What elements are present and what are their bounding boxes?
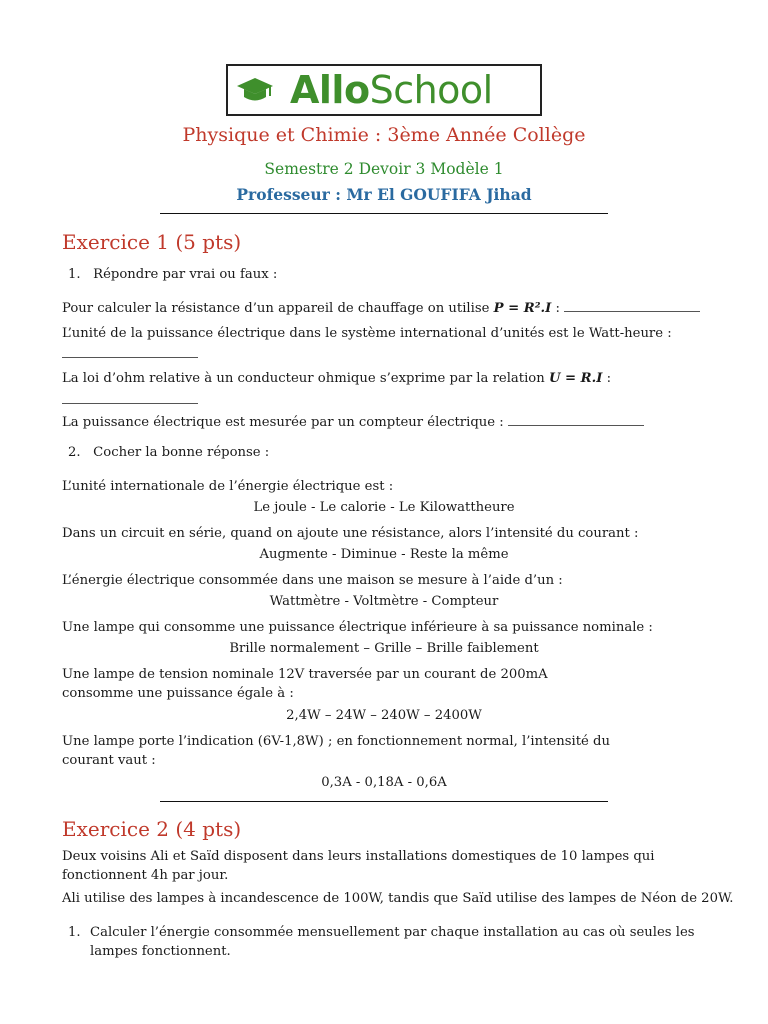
answer-blank-3[interactable] bbox=[62, 391, 198, 404]
statement-1-formula: P = R².I bbox=[493, 301, 552, 316]
answer-blank-2[interactable] bbox=[62, 345, 198, 358]
mcq-6-question: Une lampe porte l’indication (6V-1,8W) ; en fonctionnement normal, l’intensité du courant vaut : bbox=[62, 734, 610, 768]
exercise-1-title: Exercice 1 (5 pts) bbox=[62, 230, 242, 254]
ex2-paragraph-2: Ali utilise des lampes à incandescence de 100W, tandis que Saïd utilise des lampes de Néon de 20W. bbox=[62, 891, 734, 906]
alloschool-logo bbox=[226, 64, 542, 116]
statement-3-text: La loi d’ohm relative à un conducteur ohmique s’exprime par la relation bbox=[62, 371, 545, 386]
statement-3 bbox=[62, 369, 611, 388]
ex2-paragraph-1: Deux voisins Ali et Saïd disposent dans leurs installations domestiques de 10 lampes qui fonctionnent 4h par jour. bbox=[62, 849, 655, 883]
mcq-5-options[interactable]: 2,4W – 24W – 240W – 2400W bbox=[286, 708, 482, 723]
mcq-2-question: Dans un circuit en série, quand on ajoute une résistance, alors l’intensité du courant : bbox=[62, 526, 639, 541]
document-subtitle: Semestre 2 Devoir 3 Modèle 1 bbox=[264, 160, 504, 178]
document-title: Physique et Chimie : 3ème Année Collège bbox=[182, 124, 586, 146]
exercise-2-title: Exercice 2 (4 pts) bbox=[62, 817, 242, 841]
divider bbox=[160, 213, 608, 214]
ex1-q1-text: Répondre par vrai ou faux : bbox=[93, 267, 278, 282]
answer-blank-4[interactable] bbox=[508, 413, 644, 426]
statement-3-colon: : bbox=[606, 371, 612, 386]
mcq-4-question: Une lampe qui consomme une puissance électrique inférieure à sa puissance nominale : bbox=[62, 620, 653, 635]
mcq-4-options[interactable]: Brille normalement – Grille – Brille faiblement bbox=[229, 641, 539, 656]
logo-school: School bbox=[369, 68, 493, 112]
ex1-q2-number: 2. bbox=[68, 445, 81, 460]
mcq-6-options[interactable]: 0,3A - 0,18A - 0,6A bbox=[321, 775, 447, 790]
ex1-q1 bbox=[68, 267, 277, 282]
ex1-q1-number: 1. bbox=[68, 267, 81, 282]
statement-1-text: Pour calculer la résistance d’un appareil de chauffage on utilise bbox=[62, 301, 490, 316]
statement-1 bbox=[62, 299, 700, 318]
mcq-1-question: L’unité internationale de l’énergie électrique est : bbox=[62, 479, 394, 494]
teacher-name: Professeur : Mr El GOUFIFA Jihad bbox=[236, 185, 532, 204]
graduation-cap-icon bbox=[236, 74, 274, 106]
divider bbox=[160, 801, 608, 802]
mcq-5-question: Une lampe de tension nominale 12V traversée par un courant de 200mA consomme une puissance égale à : bbox=[62, 667, 548, 701]
mcq-3-options[interactable]: Wattmètre - Voltmètre - Compteur bbox=[269, 594, 499, 609]
ex1-q2-text: Cocher la bonne réponse : bbox=[93, 445, 270, 460]
logo-allo: Allo bbox=[290, 68, 370, 112]
statement-1-colon: : bbox=[555, 301, 560, 316]
statement-4-text: La puissance électrique est mesurée par un compteur électrique : bbox=[62, 415, 504, 430]
statement-3-formula: U = R.I bbox=[548, 371, 603, 386]
ex1-q2 bbox=[68, 445, 269, 460]
mcq-3-question: L’énergie électrique consommée dans une maison se mesure à l’aide d’un : bbox=[62, 573, 563, 588]
ex2-q1-text: Calculer l’énergie consommée mensuellement par chaque installation au cas où seules les lampes fonctionnent. bbox=[90, 925, 695, 959]
logo-text bbox=[290, 68, 493, 112]
mcq-1-options[interactable]: Le joule - Le calorie - Le Kilowattheure bbox=[253, 500, 515, 515]
ex2-q1-number: 1. bbox=[68, 925, 81, 940]
statement-4 bbox=[62, 413, 644, 432]
answer-blank-1[interactable] bbox=[564, 299, 700, 312]
statement-2: L’unité de la puissance électrique dans le système international d’unités est le Watt-heure : bbox=[62, 326, 672, 341]
mcq-2-options[interactable]: Augmente - Diminue - Reste la même bbox=[259, 547, 509, 562]
